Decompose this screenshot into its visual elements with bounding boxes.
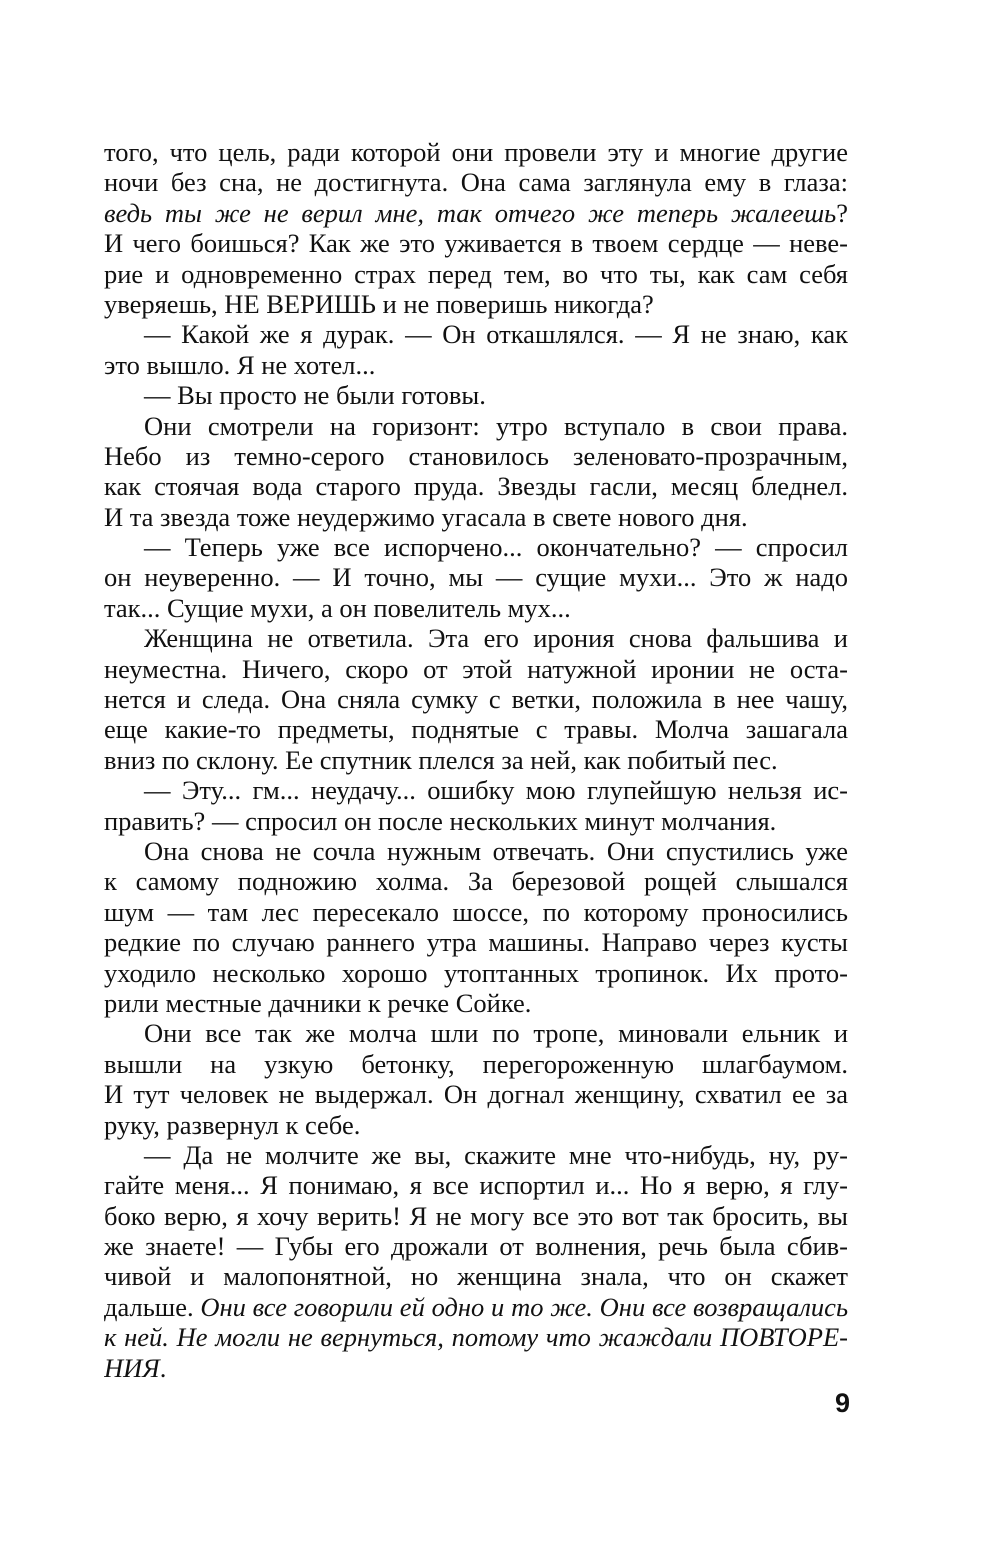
- text-segment: к самому подножию холма. За березовой рощей слышался: [104, 866, 848, 897]
- text-segment: он неуверенно. — И точно, мы — сущие мухи... Это ж надо: [104, 562, 848, 593]
- text-line: [104, 745, 848, 775]
- text-line: [104, 198, 848, 228]
- text-line: [104, 350, 848, 380]
- text-line: [104, 1140, 848, 1170]
- text-line: [104, 319, 848, 349]
- text-segment: И тут человек не выдержал. Он догнал женщину, схватил ее за: [104, 1079, 848, 1110]
- text-segment: руку, развернул к себе.: [104, 1109, 361, 1140]
- italic-text-segment: к ней. Не могли не вернуться, потому что жаждали ПОВТОРЕ-: [104, 1322, 848, 1353]
- text-segment: Они все так же молча шли по тропе, миновали ельник и: [144, 1018, 848, 1049]
- text-segment: же знаете! — Губы его дрожали от волнения, речь была сбив-: [104, 1231, 848, 1262]
- text-line: [104, 654, 848, 684]
- text-line: [104, 532, 848, 562]
- text-line: [104, 471, 848, 501]
- text-segment: рие и одновременно страх перед тем, во что ты, как сам себя: [104, 258, 848, 289]
- text-line: [104, 714, 848, 744]
- text-line: [104, 289, 848, 319]
- text-line: [104, 441, 848, 471]
- text-line: [104, 228, 848, 258]
- text-segment: редкие по случаю раннего утра машины. Направо через кусты: [104, 927, 848, 958]
- text-segment: Они смотрели на горизонт: утро вступало в свои права.: [144, 410, 848, 441]
- text-line: [104, 623, 848, 653]
- text-line: [104, 1353, 848, 1383]
- text-line: [104, 836, 848, 866]
- text-segment: как стоячая вода старого пруда. Звезды гасли, месяц бледнел.: [104, 471, 848, 502]
- text-line: [104, 259, 848, 289]
- page-number: 9: [834, 1388, 850, 1418]
- text-line: [104, 411, 848, 441]
- text-line: [104, 1322, 848, 1352]
- text-line: [104, 1110, 848, 1140]
- text-line: [104, 1018, 848, 1048]
- text-segment: — Эту... гм... неудачу... ошибку мою глупейшую нельзя ис-: [144, 775, 848, 806]
- text-segment: вышли на узкую бетонку, перегороженную шлагбаумом.: [104, 1048, 848, 1079]
- text-segment: дальше.: [104, 1291, 201, 1322]
- text-segment: уходило несколько хорошо утоптанных тропинок. Их прото-: [104, 957, 848, 988]
- text-segment: ночи без сна, не достигнута. Она сама заглянула ему в глаза:: [104, 167, 848, 198]
- text-line: [104, 775, 848, 805]
- text-segment: Она снова не сочла нужным отвечать. Они спустились уже: [144, 835, 848, 866]
- text-segment: боко верю, я хочу верить! Я не могу все это вот так бросить, вы: [104, 1200, 848, 1231]
- text-segment: это вышло. Я не хотел...: [104, 349, 376, 380]
- text-line: [104, 1201, 848, 1231]
- text-line: [104, 1079, 848, 1109]
- text-segment: править? — спросил он после нескольких минут молчания.: [104, 805, 777, 836]
- text-line: [104, 593, 848, 623]
- text-segment: еще какие-то предметы, поднятые с травы. Молча зашагала: [104, 714, 848, 745]
- text-segment: И та звезда тоже неудержимо угасала в свете нового дня.: [104, 501, 748, 532]
- text-segment: — Какой же я дурак. — Он откашлялся. — Я не знаю, как: [144, 319, 848, 350]
- text-segment: чивой и малопонятной, но женщина знала, что он скажет: [104, 1261, 848, 1292]
- text-segment: того, что цель, ради которой они провели эту и многие другие: [104, 137, 848, 167]
- text-line: [104, 988, 848, 1018]
- text-segment: Женщина не ответила. Эта его ирония снова фальшива и: [144, 623, 848, 654]
- text-line: [104, 866, 848, 896]
- text-segment: нется и следа. Она сняла сумку с ветки, положила в нее чашу,: [104, 684, 848, 715]
- text-line: [104, 562, 848, 592]
- text-segment: неуместна. Ничего, скоро от этой натужной иронии не оста-: [104, 653, 848, 684]
- text-segment: И чего боишься? Как же это уживается в твоем сердце — неве-: [104, 228, 848, 259]
- text-line: [104, 684, 848, 714]
- text-segment: шум — там лес пересекало шоссе, по которому проносились: [104, 896, 848, 927]
- body-text: [104, 137, 848, 1383]
- text-segment: гайте меня... Я понимаю, я все испортил и... Но я верю, я глу-: [104, 1170, 848, 1201]
- text-segment: вниз по склону. Ее спутник плелся за ней, как побитый пес.: [104, 744, 778, 775]
- text-segment: так... Сущие мухи, а он повелитель мух...: [104, 592, 571, 623]
- text-segment: .: [159, 1352, 167, 1383]
- text-line: [104, 502, 848, 532]
- text-line: [104, 1261, 848, 1291]
- text-segment: — Да не молчите же вы, скажите мне что-нибудь, ну, ру-: [144, 1139, 848, 1170]
- text-line: [104, 380, 848, 410]
- text-line: [104, 1170, 848, 1200]
- text-line: [104, 1049, 848, 1079]
- text-line: [104, 167, 848, 197]
- text-line: [104, 806, 848, 836]
- text-line: [104, 1292, 848, 1322]
- text-segment: рили местные дачники к речке Сойке.: [104, 987, 532, 1018]
- text-segment: Небо из темно-серого становилось зеленовато-прозрачным,: [104, 440, 848, 471]
- text-segment: — Теперь уже все испорчено... окончательно? — спросил: [144, 532, 848, 563]
- text-line: [104, 958, 848, 988]
- text-segment: уверяешь, НЕ ВЕРИШЬ и не поверишь никогда?: [104, 288, 654, 319]
- text-segment: — Вы просто не были готовы.: [144, 380, 486, 411]
- text-line: [104, 927, 848, 957]
- italic-text-segment: Они все говорили ей одно и то же. Они все возвращались: [200, 1291, 848, 1322]
- text-line: [104, 897, 848, 927]
- text-line: [104, 1231, 848, 1261]
- italic-text-segment: НИЯ: [104, 1352, 160, 1383]
- italic-text-segment: ведь ты же не верил мне, так отчего же теперь жалеешь: [104, 197, 837, 228]
- text-segment: ?: [836, 197, 848, 228]
- text-line: [104, 137, 848, 167]
